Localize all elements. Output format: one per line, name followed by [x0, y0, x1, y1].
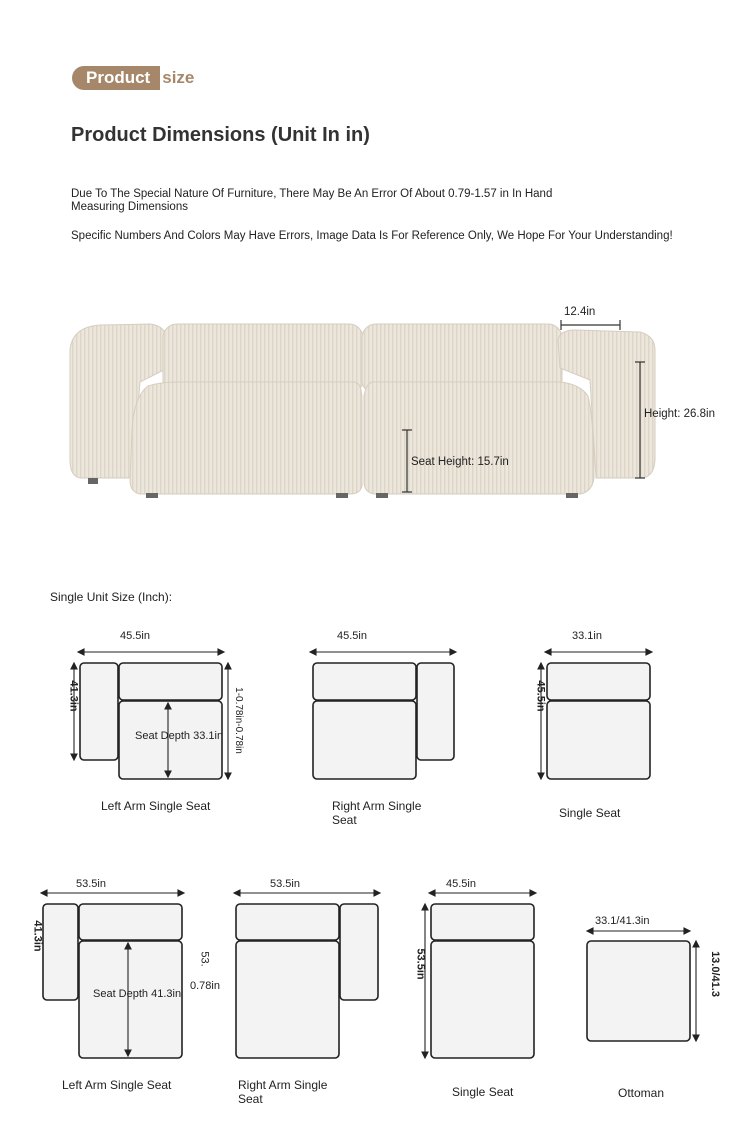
r1-right-arm-width: 45.5in [337, 630, 367, 642]
r1-left-arm-width: 45.5in [120, 630, 150, 642]
r1-left-arm-extra: 1-0.78in-0.78in [232, 687, 244, 754]
r1-right-arm-back [313, 663, 416, 700]
r2-ottoman-size: 33.1/41.3in [595, 915, 650, 927]
r1-left-arm-caption: Left Arm Single Seat [101, 799, 211, 813]
r2-right-arm-side [340, 904, 378, 1000]
r2-left-arm-width: 53.5in [76, 878, 106, 890]
r2-left-arm-depth: 41.3in [31, 920, 44, 952]
sofa-seat-height-label: Seat Height: 15.7in [411, 456, 509, 468]
r2-left-arm-caption: Left Arm Single Seat [62, 1078, 172, 1092]
measurement-note: Due To The Special Nature Of Furniture, There May Be An Error Of About 0.79-1.57 in In Hand Measuring Dimensions [71, 188, 553, 213]
r1-single-width: 33.1in [572, 630, 602, 642]
r2-ottoman [587, 941, 690, 1041]
r2-single-back [431, 904, 534, 940]
r2-right-arm-width: 53.5in [270, 878, 300, 890]
r2-ottoman-height: 13.0/41.3 [708, 951, 721, 997]
r2-left-arm-side [43, 904, 78, 1000]
r1-left-arm-side [80, 663, 118, 760]
r1-left-arm-back [119, 663, 222, 700]
units-heading: Single Unit Size (Inch): [50, 590, 173, 604]
badge-strong-text: Product [72, 66, 160, 90]
page-title: Product Dimensions (Unit In in) [71, 124, 370, 146]
r1-left-arm-depth: 41.3in [67, 680, 80, 712]
r2-right-arm-caption: Right Arm Single Seat [238, 1078, 328, 1106]
r2-right-arm-seat [236, 941, 339, 1058]
r2-right-arm-back [236, 904, 339, 940]
r1-single-caption: Single Seat [559, 806, 621, 820]
r1-left-arm-seat-depth: Seat Depth 33.1in [135, 730, 224, 742]
r1-right-arm-seat [313, 701, 416, 779]
r1-right-arm-caption: Right Arm Single Seat [332, 799, 422, 827]
r2-single-caption: Single Seat [452, 1085, 514, 1099]
r2-left-arm-back [79, 904, 182, 940]
disclaimer-note: Specific Numbers And Colors May Have Errors, Image Data Is For Reference Only, We Hope For Your Understanding! [71, 230, 673, 242]
r1-right-arm-side [417, 663, 454, 760]
r2-single-depth: 53.5in [414, 948, 427, 980]
r1-single-depth: 45.5in [534, 680, 547, 712]
sofa-arm-width-label: 12.4in [564, 306, 596, 318]
r2-left-arm-seat-depth: Seat Depth 41.3in [93, 988, 182, 1000]
r2-ottoman-caption: Ottoman [618, 1086, 665, 1100]
r2-single-seat [431, 941, 534, 1058]
r2-right-arm-side: 53. [198, 951, 211, 967]
r2-single-width: 45.5in [446, 878, 476, 890]
r1-single-seat [547, 701, 650, 779]
badge-rest-text: size [162, 68, 195, 87]
r1-single-back [547, 663, 650, 700]
r2-left-arm-extra: 0.78in [190, 980, 220, 992]
sofa-height-label: Height: 26.8in [644, 408, 715, 420]
